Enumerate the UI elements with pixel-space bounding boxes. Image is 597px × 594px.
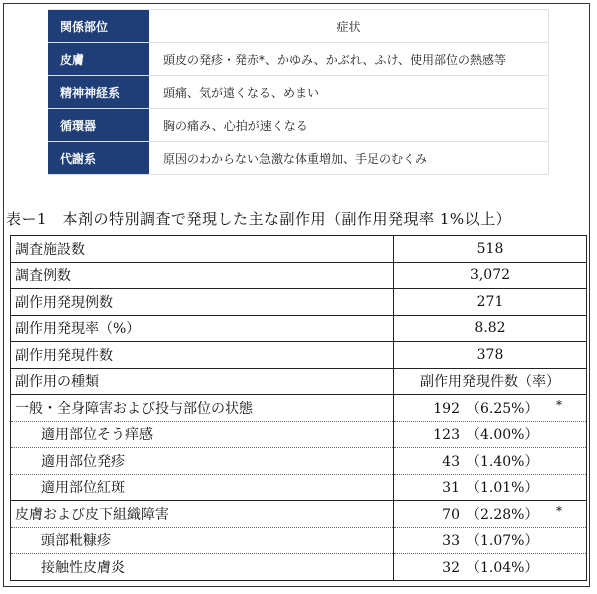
type-header-value: 副作用発現件数（率） xyxy=(394,368,587,395)
item-value xyxy=(394,527,587,554)
summary-label: 副作用発現件数 xyxy=(11,342,394,369)
table-caption: 表ー1 本剤の特別調査で発現した主な副作用（副作用発現率 1%以上） xyxy=(6,210,512,228)
symptom-row xyxy=(48,142,549,175)
header-category: 関係部位 xyxy=(48,10,149,43)
item-count: 43 xyxy=(442,453,460,470)
summary-value: 378 xyxy=(394,342,587,369)
summary-row xyxy=(11,236,587,263)
item-label: 適用部位発疹 xyxy=(11,448,394,475)
summary-row xyxy=(11,315,587,342)
header-symptom: 症状 xyxy=(149,10,549,43)
summary-label: 副作用発現率（%） xyxy=(11,315,394,342)
item-value xyxy=(394,448,587,475)
item-row xyxy=(11,421,587,448)
item-label: 適用部位そう痒感 xyxy=(11,421,394,448)
summary-value: 8.82 xyxy=(394,315,587,342)
group-count: 70 xyxy=(442,506,460,523)
row-symptom: 頭痛、気が遠くなる、めまい xyxy=(149,76,549,109)
summary-row xyxy=(11,342,587,369)
item-rate: （4.00%） xyxy=(466,427,539,444)
item-count: 31 xyxy=(442,480,460,497)
row-category: 代謝系 xyxy=(48,142,149,175)
group-rate: （2.28%） xyxy=(466,506,539,523)
row-symptom: 原因のわからない急激な体重増加、手足のむくみ xyxy=(149,142,549,175)
summary-value: 271 xyxy=(394,289,587,316)
item-count: 32 xyxy=(442,559,460,576)
group-label: 一般・全身障害および投与部位の状態 xyxy=(11,395,394,422)
summary-value: 3,072 xyxy=(394,262,587,289)
group-value xyxy=(394,395,587,422)
item-count: 33 xyxy=(442,533,460,550)
group-label: 皮膚および皮下組織障害 xyxy=(11,501,394,528)
summary-row xyxy=(11,289,587,316)
group-row xyxy=(11,501,587,528)
symptom-table xyxy=(48,9,549,175)
item-row xyxy=(11,448,587,475)
symptom-row xyxy=(48,109,549,142)
summary-label: 調査施設数 xyxy=(11,236,394,263)
row-category: 皮膚 xyxy=(48,43,149,76)
item-label: 頭部粃糠疹 xyxy=(11,527,394,554)
item-rate: （1.40%） xyxy=(466,453,539,470)
summary-label: 副作用発現例数 xyxy=(11,289,394,316)
group-row xyxy=(11,395,587,422)
summary-row xyxy=(11,262,587,289)
type-header-row xyxy=(11,368,587,395)
asterisk-mark: * xyxy=(556,503,562,518)
item-label: 適用部位紅斑 xyxy=(11,474,394,501)
item-row xyxy=(11,474,587,501)
row-symptom: 胸の痛み、心拍が速くなる xyxy=(149,109,549,142)
group-value xyxy=(394,501,587,528)
row-category: 循環器 xyxy=(48,109,149,142)
asterisk-mark: * xyxy=(556,397,562,412)
symptom-row xyxy=(48,43,549,76)
symptom-table-header xyxy=(48,10,549,43)
summary-value: 518 xyxy=(394,236,587,263)
item-rate: （1.07%） xyxy=(466,533,539,550)
group-rate: （6.25%） xyxy=(466,400,539,417)
row-category: 精神神経系 xyxy=(48,76,149,109)
row-symptom: 頭皮の発疹・発赤*、かゆみ、かぶれ、ふけ、使用部位の熱感等 xyxy=(149,43,549,76)
item-row xyxy=(11,527,587,554)
type-header-label: 副作用の種類 xyxy=(11,368,394,395)
item-value xyxy=(394,474,587,501)
item-rate: （1.01%） xyxy=(466,480,539,497)
item-value xyxy=(394,554,587,581)
item-count: 123 xyxy=(433,427,460,444)
item-label: 接触性皮膚炎 xyxy=(11,554,394,581)
summary-label: 調査例数 xyxy=(11,262,394,289)
group-count: 192 xyxy=(433,400,460,417)
item-value xyxy=(394,421,587,448)
side-effect-table xyxy=(10,235,587,581)
item-rate: （1.04%） xyxy=(466,559,539,576)
symptom-row xyxy=(48,76,549,109)
item-row xyxy=(11,554,587,581)
